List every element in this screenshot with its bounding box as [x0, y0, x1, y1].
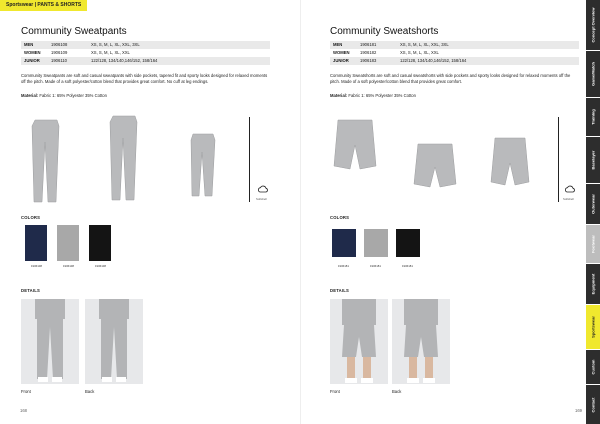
care-label: Softshell	[256, 197, 267, 201]
divider	[558, 117, 559, 202]
page-number: 168	[20, 408, 27, 413]
spec-sizes: 122/128, 134/140,146/152, 158/164	[91, 58, 158, 63]
product-description: Community Sweatshorts are soft and casual sweatshorts with side pockets and sporty looks designed for relaxed moments off the pitch. Made of a soft polyester/cotton blend that provides great comfort.	[330, 73, 571, 84]
cloud-icon	[564, 183, 576, 195]
detail-front-image	[21, 299, 79, 384]
detail-back-image	[85, 299, 143, 384]
spec-sizes: XS, S, M, L, XL, XXL, 3XL	[400, 42, 449, 47]
color-swatch-grey[interactable]	[364, 229, 388, 257]
details-label: DETAILS	[21, 288, 41, 293]
spec-number: 1906183	[360, 58, 377, 63]
spec-sizes: XS, S, M, L, XL, XXL	[91, 50, 130, 55]
tab-contact[interactable]: Contact	[586, 385, 600, 424]
detail-caption: Back	[392, 389, 402, 394]
spec-row	[21, 41, 270, 49]
color-swatch-grey[interactable]	[57, 225, 79, 261]
care-label: Softshell	[563, 197, 574, 201]
spec-row	[21, 49, 270, 57]
color-swatch-black[interactable]	[89, 225, 111, 261]
material-label: Material:	[330, 93, 348, 98]
sweatshorts-image	[414, 144, 456, 187]
material-value: Fabric 1: 65% Polyester 35% Cotton	[39, 93, 107, 98]
spec-sizes: XS, S, M, L, XL, XXL, 3XL	[91, 42, 140, 47]
detail-caption: Back	[85, 389, 95, 394]
spec-row	[330, 49, 579, 57]
color-swatches	[330, 225, 530, 270]
spec-number: 1906109	[51, 50, 68, 55]
sweatshorts-image	[491, 138, 529, 185]
product-images	[330, 110, 555, 205]
detail-caption: Front	[21, 389, 31, 394]
material-label: Material:	[21, 93, 39, 98]
spec-row	[330, 41, 579, 49]
spec-group: MEN	[24, 42, 34, 47]
color-code: 1906181	[338, 264, 349, 268]
detail-back-image	[392, 299, 450, 384]
tab-equipment[interactable]: Equipment	[586, 264, 600, 304]
spec-sizes: 122/128, 134/140,146/152, 158/164	[400, 58, 467, 63]
sweatpants-image	[32, 120, 59, 202]
colors-label: COLORS	[330, 215, 350, 220]
product-description: Community Sweatpants are soft and casual sweatpants with side pockets, tapered fit and sporty looks designed for relaxed moments off the pitch. Made of a soft polyester/cotton blend that provides great comfort. No cuff at leg endings.	[21, 73, 268, 84]
material-line	[21, 93, 107, 98]
sweatshorts-image	[334, 120, 376, 169]
divider	[249, 117, 250, 202]
section-tag: Sportswear | PANTS & SHORTS	[0, 0, 87, 11]
spec-table	[330, 41, 579, 65]
spec-row	[21, 57, 270, 65]
tab-sportswear[interactable]: Sportswear	[586, 305, 600, 349]
tab-footwear[interactable]: Footwear	[586, 225, 600, 263]
spec-number: 1906182	[360, 50, 377, 55]
sweatpants-image	[191, 134, 215, 196]
product-title: Community Sweatshorts	[330, 26, 439, 37]
spec-number: 1906181	[360, 42, 377, 47]
spec-group: WOMEN	[24, 50, 41, 55]
detail-caption: Front	[330, 389, 340, 394]
page-number: 169	[575, 408, 582, 413]
color-swatch-navy[interactable]	[332, 229, 356, 257]
spec-group: JUNIOR	[333, 58, 349, 63]
spec-group: MEN	[333, 42, 343, 47]
color-code: 1906181	[402, 264, 413, 268]
tab-baselayer[interactable]: Baselayer	[586, 137, 600, 183]
tab-custom[interactable]: Custom	[586, 350, 600, 384]
tab-game-match[interactable]: Game/Match	[586, 51, 600, 97]
color-code: 1906108	[31, 264, 42, 268]
color-swatch-black[interactable]	[396, 229, 420, 257]
product-title: Community Sweatpants	[21, 26, 127, 37]
spec-row	[330, 57, 579, 65]
color-code: 1906108	[95, 264, 106, 268]
spec-sizes: XS, S, M, L, XL, XXL	[400, 50, 439, 55]
spec-group: WOMEN	[333, 50, 350, 55]
tab-outerwear[interactable]: Outerwear	[586, 184, 600, 224]
spec-number: 1906110	[51, 58, 67, 63]
detail-front-image	[330, 299, 388, 384]
right-page	[300, 0, 600, 424]
product-images	[21, 110, 246, 205]
material-value: Fabric 1: 65% Polyester 35% Cotton	[348, 93, 416, 98]
spec-number: 1906108	[51, 42, 68, 47]
color-swatch-navy[interactable]	[25, 225, 47, 261]
colors-label: COLORS	[21, 215, 41, 220]
spec-table	[21, 41, 270, 65]
spec-group: JUNIOR	[24, 58, 40, 63]
color-code: 1906108	[63, 264, 74, 268]
tab-concept-overview[interactable]: Concept Overview	[586, 0, 600, 50]
color-code: 1906181	[370, 264, 381, 268]
sweatpants-image	[110, 116, 137, 200]
details-label: DETAILS	[330, 288, 350, 293]
material-line	[330, 93, 416, 98]
section-nav	[586, 0, 600, 424]
color-swatches	[21, 225, 221, 270]
tab-training[interactable]: Training	[586, 98, 600, 136]
cloud-icon	[257, 183, 269, 195]
